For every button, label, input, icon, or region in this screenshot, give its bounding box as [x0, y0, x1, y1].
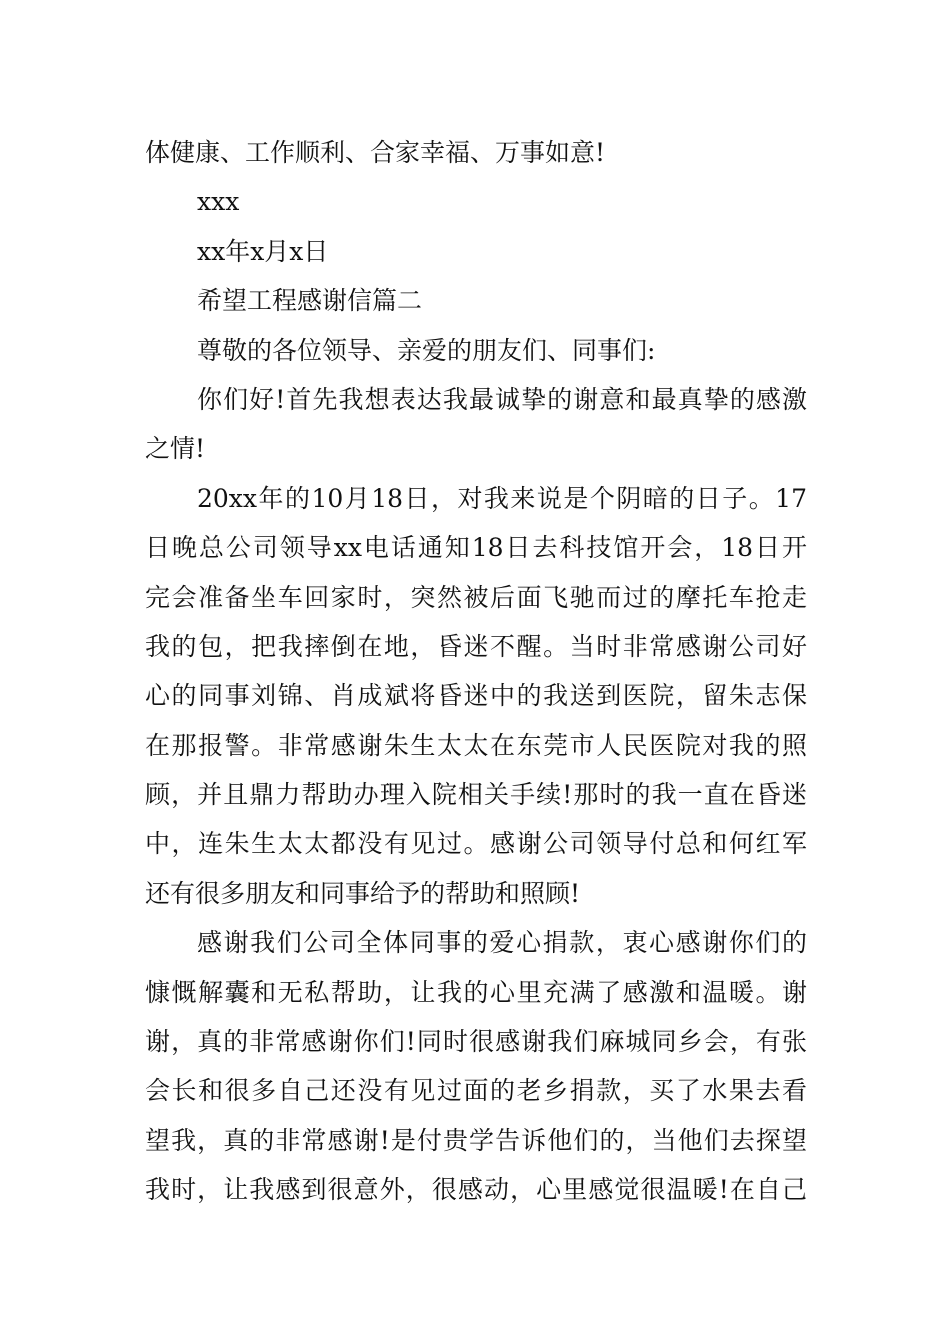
paragraph-line: 还有很多朋友和同事给予的帮助和照顾!	[145, 878, 581, 908]
paragraph-line: 日晚总公司领导xx电话通知18日去科技馆开会，18日开	[145, 533, 807, 563]
paragraph-1	[145, 375, 807, 474]
document-page	[145, 128, 807, 1215]
paragraph-line: 顾，并且鼎力帮助办理入院相关手续!那时的我一直在昏迷	[145, 780, 807, 810]
paragraph-line: 感谢我们公司全体同事的爱心捐款，衷心感谢你们的	[197, 928, 807, 958]
paragraph-line: 心的同事刘锦、肖成斌将昏迷中的我送到医院，留朱志保	[145, 681, 807, 711]
paragraph-line: 在那报警。非常感谢朱生太太在东莞市人民医院对我的照	[145, 730, 807, 760]
paragraph-line: 中，连朱生太太都没有见过。感谢公司领导付总和何红军	[145, 829, 807, 859]
paragraph-line: 我时，让我感到很意外，很感动，心里感觉很温暖!在自己	[145, 1175, 807, 1205]
paragraph-line: 之情!	[145, 434, 206, 464]
paragraph-line: 我的包，把我摔倒在地，昏迷不醒。当时非常感谢公司好	[145, 631, 807, 661]
paragraph-line: 完会准备坐车回家时，突然被后面飞驰而过的摩托车抢走	[145, 582, 807, 612]
salutation: 尊敬的各位领导、亲爱的朋友们、同事们:	[197, 335, 656, 365]
date-line: xx年x月x日	[197, 236, 329, 266]
paragraph-line: 谢，真的非常感谢你们!同时很感谢我们麻城同乡会，有张	[145, 1027, 807, 1057]
closing-line: 体健康、工作顺利、合家幸福、万事如意!	[145, 138, 606, 167]
paragraph-line: 会长和很多自己还没有见过面的老乡捐款，买了水果去看	[145, 1076, 807, 1106]
paragraph-line: 20xx年的10月18日，对我来说是个阴暗的日子。17	[197, 483, 807, 513]
signature: xxx	[197, 187, 240, 217]
paragraph-line: 望我，真的非常感谢!是付贵学告诉他们的，当他们去探望	[145, 1125, 807, 1155]
paragraph-3	[145, 918, 807, 1214]
paragraph-2	[145, 474, 807, 919]
section-heading: 希望工程感谢信篇二	[197, 286, 423, 316]
paragraph-line: 你们好!首先我想表达我最诚挚的谢意和最真挚的感激	[197, 384, 807, 414]
paragraph-line: 慷慨解囊和无私帮助，让我的心里充满了感激和温暖。谢	[145, 977, 807, 1007]
